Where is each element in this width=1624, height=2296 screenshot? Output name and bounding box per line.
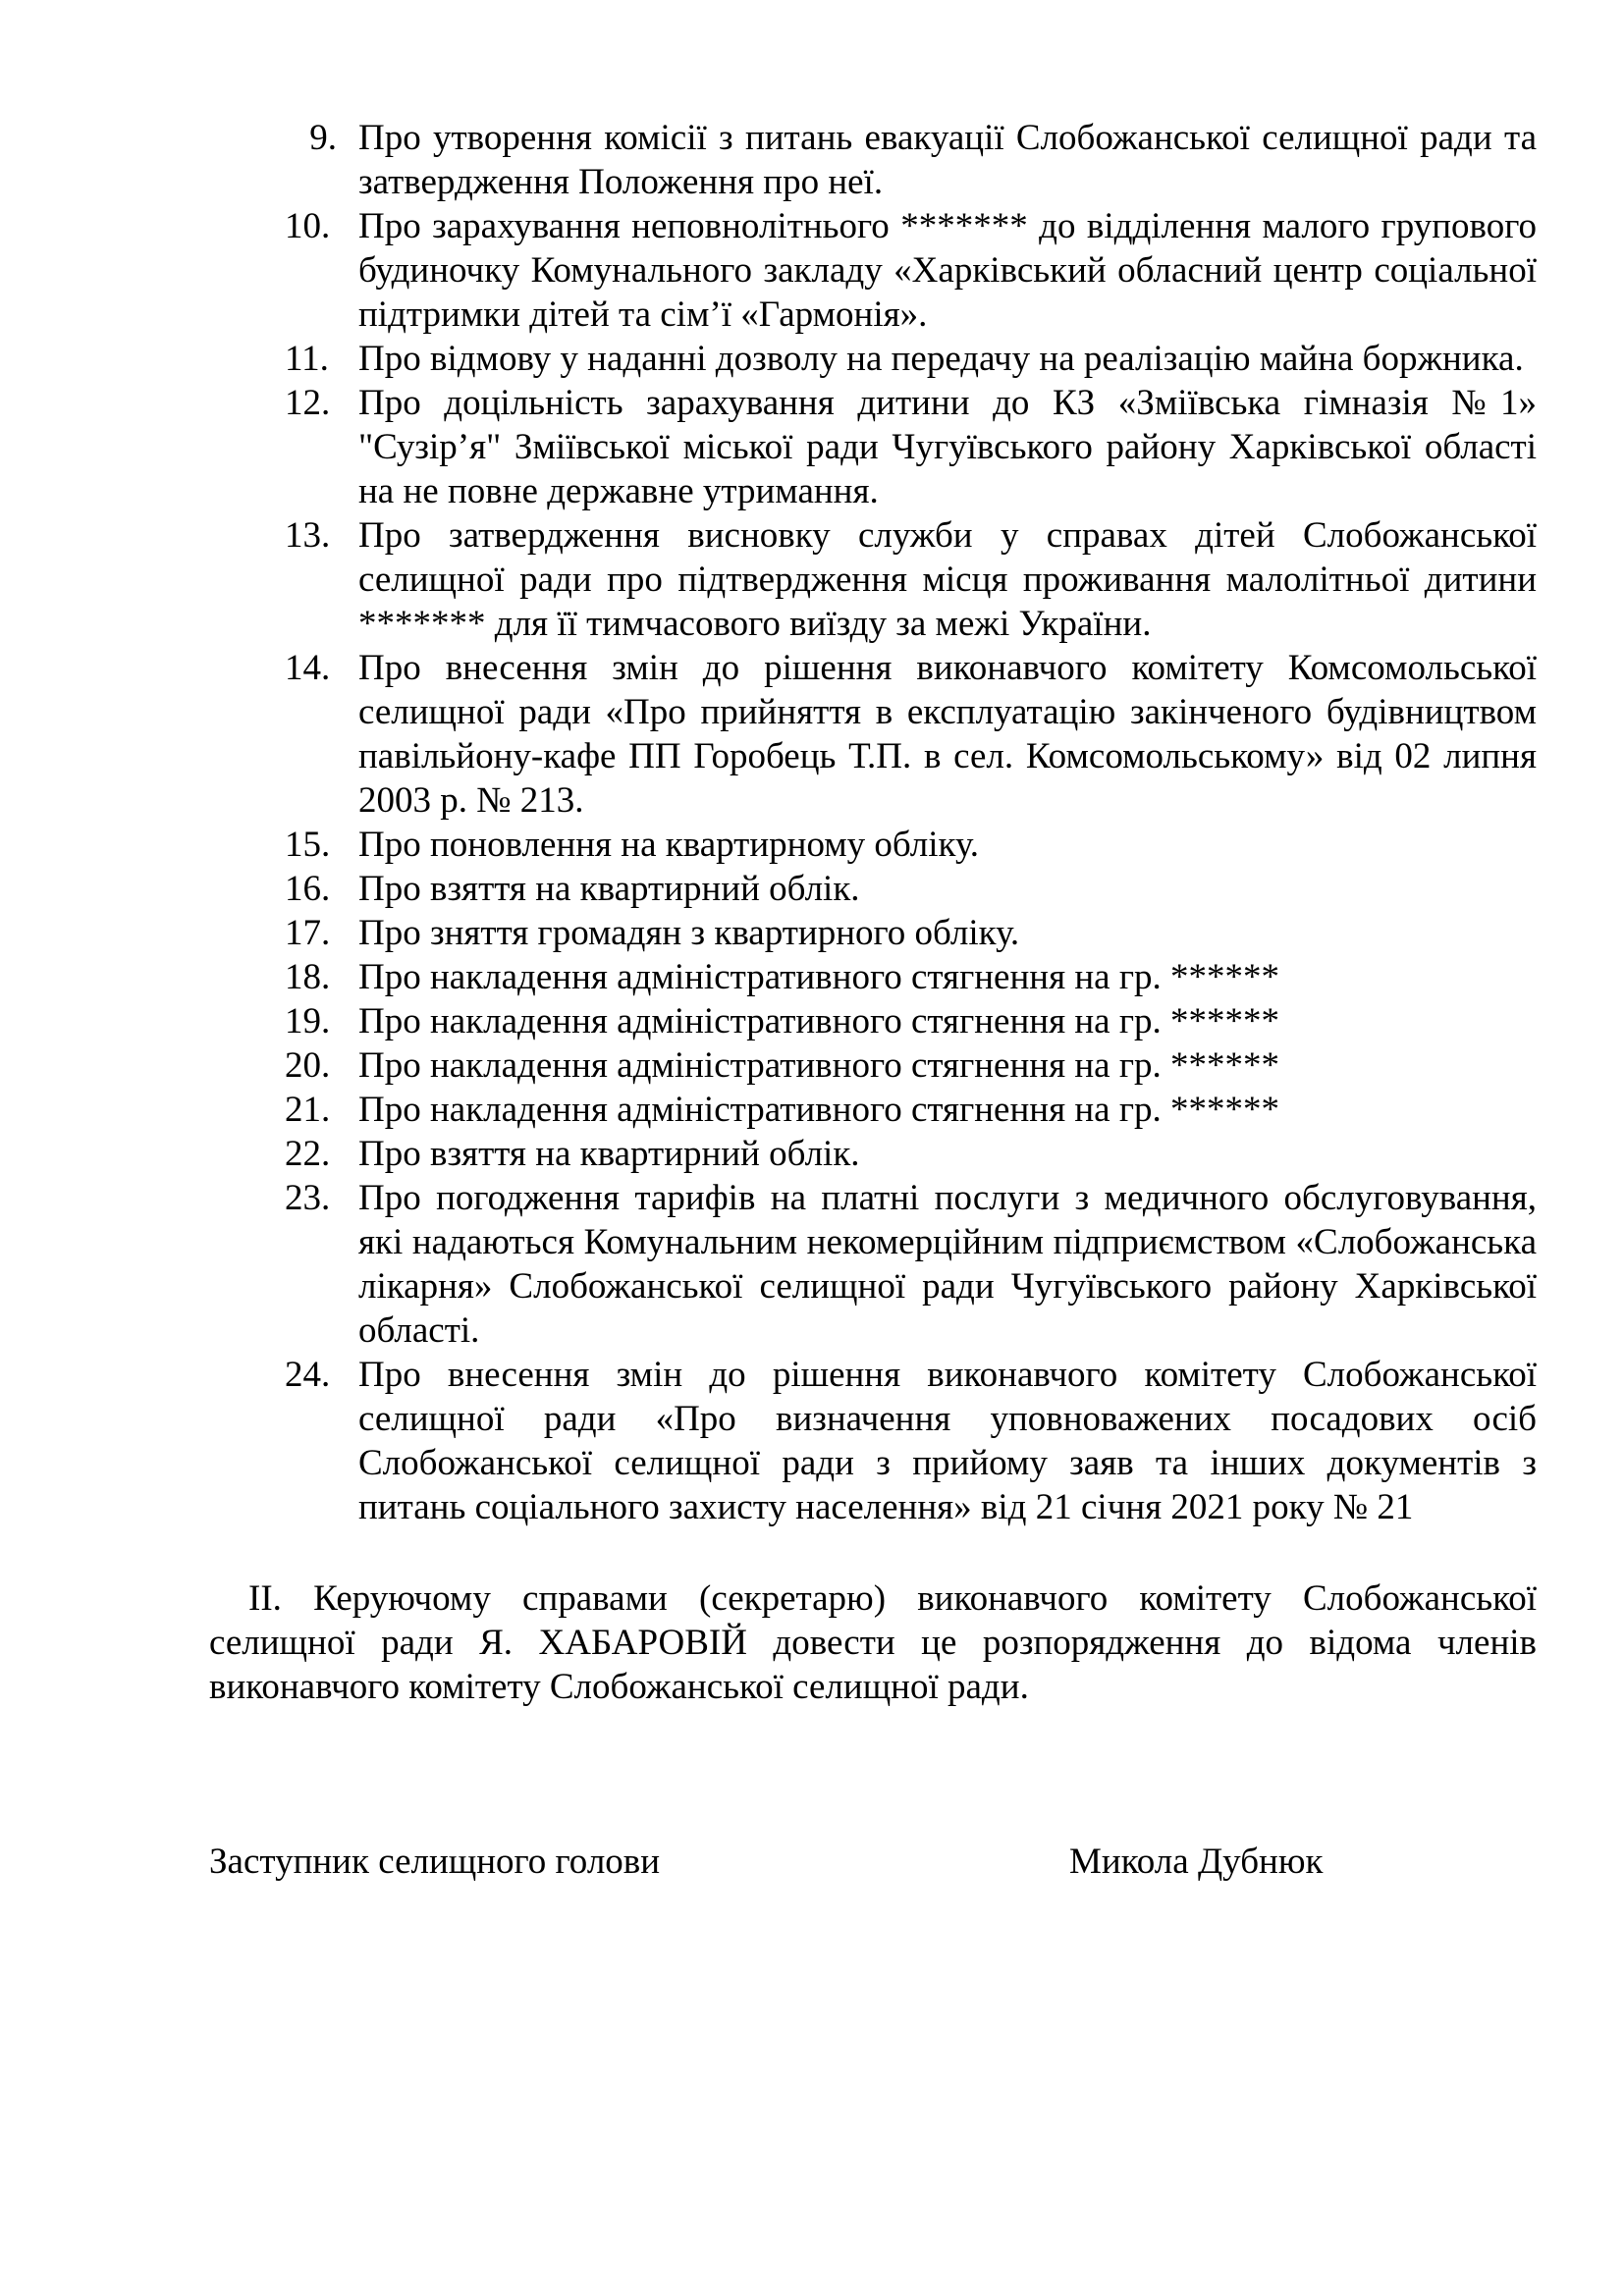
agenda-item-number: 13. (285, 515, 331, 556)
agenda-item-number: 14. (285, 648, 331, 688)
agenda-item-text: Про поновлення на квартирному обліку. (358, 825, 980, 865)
agenda-item-text: Про внесення змін до рішення виконавчого комітету Комсомольської селищної ради «Про прийняття в експлуатацію закінченого будівництвом павільйону-кафе ПП Горобець Т.П. в сел. Комсомольському» від 02 липня 2003 р. № 213. (358, 648, 1537, 821)
agenda-item-text: Про накладення адміністративного стягнення на гр. ****** (358, 1045, 1279, 1086)
agenda-item-text: Про накладення адміністративного стягнення на гр. ****** (358, 1090, 1279, 1130)
agenda-item (285, 337, 1537, 381)
agenda-item-number: 19. (285, 1001, 331, 1041)
agenda-item (285, 1043, 1537, 1088)
agenda-item-number: 21. (285, 1090, 331, 1130)
agenda-item-number: 17. (285, 913, 331, 953)
agenda-item (285, 867, 1537, 911)
agenda-item-number: 12. (285, 383, 331, 423)
agenda-item (285, 823, 1537, 867)
agenda-item-text: Про відмову у наданні дозволу на передачу на реалізацію майна боржника. (358, 339, 1524, 379)
agenda-item-text: Про погодження тарифів на платні послуги з медичного обслуговування, які надаються Комунальним некомерційним підприємством «Слобожанська лікарня» Слобожанської селищної ради Чугуївського району Харківської області. (358, 1178, 1537, 1351)
agenda-list (285, 116, 1537, 1529)
agenda-item-number: 15. (285, 825, 331, 865)
signature-title: Заступник селищного голови (209, 1842, 661, 1882)
agenda-item (285, 955, 1537, 999)
agenda-item-text: Про внесення змін до рішення виконавчого комітету Слобожанської селищної ради «Про визначення уповноважених посадових осіб Слобожанської селищної ради з прийому заяв та інших документів з питань соціального захисту населення» від 21 січня 2021 року № 21 (358, 1355, 1537, 1527)
agenda-item-text: Про взяття на квартирний облік. (358, 1134, 860, 1174)
agenda-item-number: 24. (285, 1355, 331, 1395)
agenda-item (285, 646, 1537, 823)
agenda-item-number: 16. (285, 869, 331, 909)
agenda-item-number: 10. (285, 206, 331, 246)
agenda-item (285, 204, 1537, 337)
agenda-item (285, 513, 1537, 646)
agenda-item-text: Про накладення адміністративного стягнення на гр. ****** (358, 957, 1279, 997)
agenda-item (285, 381, 1537, 513)
signature-name: Микола Дубнюк (1069, 1842, 1324, 1882)
closing-paragraph: ІІ. Керуючому справами (секретарю) виконавчого комітету Слобожанської селищної ради Я. ХАБАРОВІЙ довести це розпорядження до відома членів виконавчого комітету Слобожанської селищної ради. (209, 1578, 1537, 1707)
agenda-item-text: Про зарахування неповнолітнього ******* до відділення малого групового будиночку Комунального закладу «Харківський обласний центр соціальної підтримки дітей та сім’ї «Гармонія». (358, 206, 1537, 335)
agenda-item-number: 22. (285, 1134, 331, 1174)
agenda-item-text: Про доцільність зарахування дитини до КЗ «Зміївська гімназія №1» "Сузір’я" Зміївської міської ради Чугуївського району Харківської області на не повне державне утримання. (358, 383, 1537, 511)
agenda-item (285, 911, 1537, 955)
agenda-item (285, 999, 1537, 1043)
agenda-item-text: Про взяття на квартирний облік. (358, 869, 860, 909)
agenda-item-number: 23. (285, 1178, 331, 1218)
agenda-item-text: Про утворення комісії з питань евакуації Слобожанської селищної ради та затвердження Положення про неї. (358, 118, 1537, 202)
agenda-item-text: Про накладення адміністративного стягнення на гр. ****** (358, 1001, 1279, 1041)
agenda-item-text: Про затвердження висновку служби у справах дітей Слобожанської селищної ради про підтвердження місця проживання малолітньої дитини ******* для її тимчасового виїзду за межі України. (358, 515, 1537, 644)
agenda-item-number: 20. (285, 1045, 331, 1086)
agenda-item (285, 1353, 1537, 1529)
agenda-item-text: Про зняття громадян з квартирного обліку. (358, 913, 1020, 953)
agenda-item (285, 1132, 1537, 1176)
agenda-item (285, 1088, 1537, 1132)
agenda-item-number: 18. (285, 957, 331, 997)
agenda-item (285, 1176, 1537, 1353)
agenda-item-number: 11. (285, 339, 329, 379)
agenda-item-number: 9. (309, 118, 337, 158)
agenda-item (285, 116, 1537, 204)
